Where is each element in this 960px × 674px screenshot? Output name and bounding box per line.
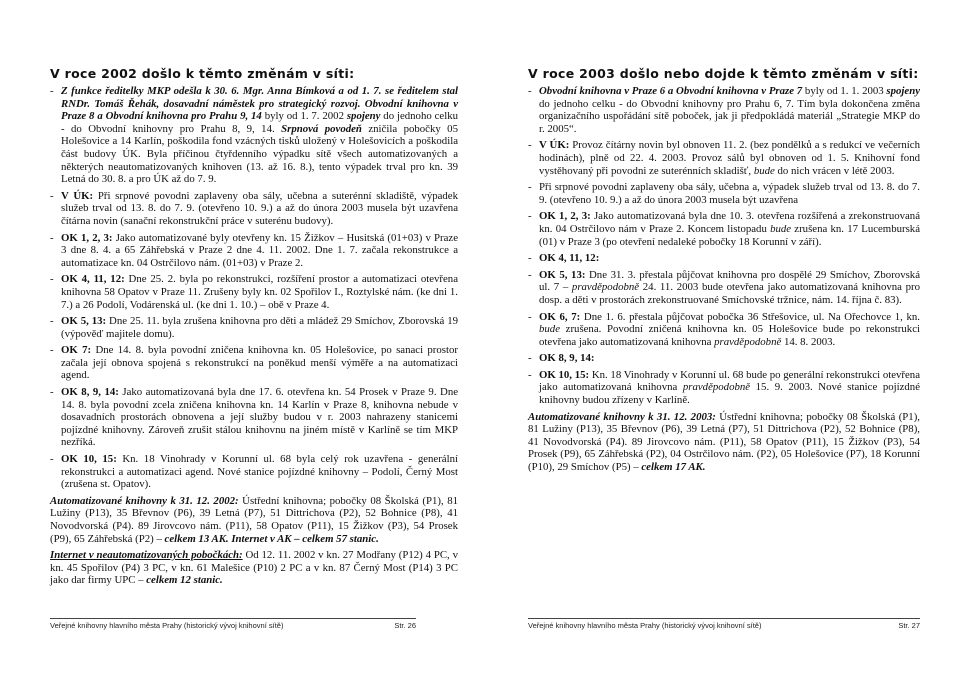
text-run: Při srpnové povodni zaplaveny oba sály, učebna a, výpadek služeb trval od 13. 8. do 7. 9. (otevřeno 10. 9.) a až do února 2003 musela být uzavřena [539, 181, 920, 206]
paragraph [50, 85, 458, 186]
list-dash: - [528, 181, 532, 194]
footer-title: Veřejné knihovny hlavního města Prahy (historický vývoj knihovní sítě) [528, 621, 762, 630]
text-run: V ÚK: [61, 189, 94, 202]
text-run: zrušena kn. 17 Lucemburská (01) v Praze 3 (po otevření nedaleké pobočky 18 Korunní v září). [539, 222, 920, 248]
text-run: Ústřední knihovna; pobočky 08 Školská (P1), 81 Lužiny (P13), 35 Břevnov (P6), 39 Letná (P7), 51 Dittrichova (P2), 52 Bohnice (P8), 41 Novodvorská (P4). 89 Jirovcovo nám. (P11), 58 Opatov (P11), 15 Žižkov (P3), 54 Prosek (P9), 65 Záhřebská (P2), 04 Ostrčilovo nám. (P2), 05 Holešovice (P7), 18 Korunní (P10), 29 Smíchov (P5) – [528, 410, 920, 474]
text-run: spojeny [886, 85, 920, 97]
text-run: bude [539, 323, 560, 336]
text-run: Z funkce ředitelky MKP odešla k 30. 6. Mgr. Anna Bímková a od 1. 7. se ředitelem stal RNDr. Tomáš Řehák, dosavadní náměstek pro strategický rozvoj. Obvodní knihovna v Praze 8 a Obvodní knihovna pro Prahu 9, 14 [61, 85, 458, 123]
paragraph [50, 495, 458, 545]
footer-rule [50, 618, 416, 619]
text-run: Jako automatizovaná byla dne 10. 3. otevřena rozšířená a zrekonstruovaná kn. 04 Ostrčilovo nám v Praze 2. Koncem listopadu [539, 210, 920, 235]
text-run: 14. 8. 2003. [781, 335, 836, 348]
list-dash: - [528, 368, 532, 381]
list-dash: - [50, 386, 54, 399]
text-run: celkem 17 AK. [641, 461, 706, 474]
text-run: Obvodní knihovna v Praze 6 a Obvodní knihovna v Praze 7 [539, 85, 803, 97]
text-run: 15. 9. 2003. Nové stanice pojízdné knihovny budou zřízeny v Karlíně. [539, 381, 920, 407]
text-run: byly od 1. 1. 2003 [802, 85, 887, 97]
text-run: Jako automatizovaná byla dne 17. 6. otevřena kn. 54 Prosek v Praze 9. Dne 14. 8. byla povodní zcela zničena knihovna kn. 14 Karlín v Praze 8, knihovna nebude v dosavadních prostorách obnovena a její služby budou v r. 2003 nahrazeny stanicemi pojízdné knihovny. Zároveň zrušit stálou knihovnu na jiném místě v Karlíně se tím MKP nezříká. [61, 386, 459, 449]
text-run: Dne 25. 2. byla po rekonstrukci, rozšíření prostor a automatizaci otevřena knihovna 58 Opatov v Praze 11. Zrušeny byly kn. 02 Spořilov I., Roztylské nám. (ke dni 1. 7.) a 26 Podolí, Vodárenská ul. (ke dni 1. 10.) – obě v Praze 4. [61, 273, 458, 311]
text-run: OK 1, 2, 3: [61, 231, 113, 244]
list-dash: - [528, 310, 532, 323]
paragraph [50, 386, 458, 449]
paragraph [528, 210, 920, 248]
paragraph [528, 269, 920, 307]
list-dash: - [50, 315, 54, 328]
heading-2002: V roce 2002 došlo k těmto změnám v síti: [50, 66, 355, 81]
text-run: pravděpodobně [682, 381, 751, 394]
text-run: V ÚK: [539, 139, 570, 152]
list-dash: - [50, 85, 54, 97]
paragraph [528, 139, 920, 177]
text-run: Kn. 18 Vinohrady v Korunní ul. 68 byla celý rok uzavřena - generální rekonstrukci a automatizaci agend. Nové stanice pojízdné knihovny – Podolí, Černý Most (zrušena st. Opatov). [61, 453, 458, 491]
list-dash: - [528, 268, 532, 281]
footer-title: Veřejné knihovny hlavního města Prahy (historický vývoj knihovní sítě) [50, 621, 284, 630]
list-dash: - [50, 189, 54, 202]
paragraph [528, 181, 920, 206]
text-run: Automatizované knihovny k 31. 12. 2003: [528, 410, 716, 423]
text-run: pravděpodobně [714, 335, 782, 348]
paragraph [50, 344, 458, 382]
text-run: OK 4, 11, 12: [61, 273, 125, 286]
paragraph [50, 549, 458, 587]
paragraph [528, 311, 920, 349]
page-27 [480, 0, 960, 674]
text-run: Dne 25. 11. byla zrušena knihovna pro děti a mládež 29 Smíchov, Zborovská 19 (výpověď majitele domu). [61, 315, 458, 340]
page-number: Str. 26 [394, 621, 416, 630]
list-dash: - [50, 273, 54, 286]
paragraph [528, 369, 920, 407]
list-dash: - [50, 231, 54, 244]
text-run: OK 7: [61, 344, 92, 357]
text-run: OK 10, 15: [539, 368, 590, 381]
content-2002 [50, 85, 458, 587]
list-dash: - [50, 344, 54, 357]
text-run: do jednoho celku - do Obvodní knihovny pro Prahu 8, 9, 14. [61, 110, 459, 135]
text-run: Automatizované knihovny k 31. 12. 2002: [50, 494, 239, 507]
list-dash: - [528, 352, 532, 365]
text-run: do jednoho celku - do Obvodní knihovny pro Prahu 6, 7. Tím byla dokončena změna organizačního uspořádání sítě poboček, jak ji předpokládá materiál „Strategie MKP do r. 2005“. [539, 97, 920, 135]
text-run: Od 12. 11. 2002 v kn. 27 Modřany (P12) 4 PC, v kn. 45 Spořilov (P4) 3 PC, v kn. 61 Malešice (P10) 2 PC a v kn. 87 Černý Most (P14) 3 PC jako dar firmy UPC – [50, 549, 458, 587]
paragraph [528, 352, 920, 365]
text-run: byly od 1. 7. 2002 [261, 110, 347, 123]
text-run: celkem 13 AK. Internet v AK – celkem 57 stanic. [164, 532, 379, 545]
text-run: OK 6, 7: [539, 310, 581, 323]
text-run: OK 8, 9, 14: [539, 352, 595, 365]
list-dash: - [528, 210, 532, 223]
text-run: bude [753, 164, 775, 177]
text-run: pravděpodobně [571, 281, 640, 294]
paragraph [50, 273, 458, 311]
paragraph [528, 411, 920, 474]
text-run: celkem 12 stanic. [146, 574, 223, 587]
text-run: Jako automatizované byly otevřeny kn. 15 Žižkov – Husitská (01+03) v Praze 3 dne 8. 4. a 65 Záhřebská v Praze 2 dne 4. 11. 2002. Dne 1. 7. začala rekonstrukce a automatizace kn. 04 Ostrčilovo nám. (01+03) v Praze 2. [61, 231, 459, 269]
list-dash: - [528, 139, 532, 152]
text-run: Dne 14. 8. byla povodní zničena knihovna kn. 05 Holešovice, po sanaci prostor začala její obnova spojená s rekonstrukcí na poněkud menší výměře a na automatizaci agend. [61, 344, 458, 382]
text-run: OK 8, 9, 14: [61, 386, 119, 399]
text-run: Internet v neautomatizovaných pobočkách: [50, 549, 243, 562]
text-run: OK 4, 11, 12: [539, 252, 600, 265]
paragraph [50, 232, 458, 270]
footer [50, 618, 416, 630]
text-run: Srpnová povodeň [281, 122, 362, 135]
content-2003 [528, 85, 920, 474]
text-run: Při srpnové povodni zaplaveny oba sály, učebna a suterénní skladiště, výpadek služeb trval od 13. 8. do 7. 9. (otevřeno 10. 9.) a až do února 2003 musela být uzavřena čítárna novin (sanační rekonstrukční práce v suterénu budovy). [61, 189, 459, 227]
text-run: Provoz čítárny novin byl obnoven 11. 2. (bez pondělků a s redukcí ve večerních hodinách), plně od 22. 4. 2003. Provoz sálů byl obnoven od 1. 5. Knihovní fond vystěhovaný při povodni ze suterénních skladišť, [539, 139, 920, 177]
text-run: spojeny [346, 110, 381, 123]
text-run: zničila pobočky 05 Holešovice a 14 Karlín, poškodila fond vzácných tisků uložený v Holešovicích a poškodila část budovy ÚK. Byla příčinou čtyřdenního výpadku sítě všech automatizovaných a některých neautomatizovaných knihoven (13. až 16. 8.), tento výpadek trval pro kn. 39 Letná do 30. 8. a pro ÚK až do 7. 9. [61, 122, 458, 186]
paragraph [50, 190, 458, 228]
paragraph [528, 252, 920, 265]
text-run: OK 5, 13: [61, 315, 107, 328]
footer-rule [528, 618, 920, 619]
text-run: Kn. 18 Vinohrady v Korunní ul. 68 bude po generální rekonstrukci otevřena jako automatizovaná knihovna [539, 368, 920, 394]
heading-2003: V roce 2003 došlo nebo dojde k těmto změnám v síti: [528, 66, 919, 81]
page-number: Str. 27 [898, 621, 920, 630]
paragraph [50, 453, 458, 491]
text-run: 24. 11. 2003 bude otevřena jako automatizovaná knihovna pro dosp. a děti v prostorách zrekonstruované Smíchovské tržnice, nám. 14. října č. 83). [539, 281, 920, 306]
list-dash: - [528, 85, 532, 97]
text-run: Ústřední knihovna; pobočky 08 Školská (P1), 81 Lužiny (P13), 35 Břevnov (P6), 39 Letná (P7), 51 Dittrichova (P2), 52 Bohnice (P8), 41 Novodvorská (P4). 89 Jirovcovo nám. (P11), 58 Opatov (P11), 15 Žižkov (P3), 54 Prosek (P9), 65 Záhřebská (P2) – [50, 494, 458, 545]
text-run: zrušena. Povodní zničená knihovna kn. 05 Holešovice bude po rekonstrukci otevřena jako automatizovaná knihovna [539, 323, 920, 348]
paragraph [528, 85, 920, 135]
list-dash: - [50, 453, 54, 466]
list-dash: - [528, 252, 532, 265]
text-run: OK 1, 2, 3: [539, 210, 591, 223]
text-run: do nich vrácen v létě 2003. [774, 164, 895, 177]
text-run: OK 10, 15: [61, 453, 117, 466]
text-run: OK 5, 13: [539, 268, 586, 281]
footer [528, 618, 920, 630]
text-run: bude [770, 222, 792, 235]
paragraph [50, 315, 458, 340]
text-run: Dne 31. 3. přestala půjčovat knihovna pro dospělé 29 Smíchov, Zborovská ul. 7 – [539, 268, 920, 294]
text-run: Dne 1. 6. přestala půjčovat pobočka 36 Střešovice, ul. Na Ořechovce 1, kn. [580, 310, 920, 323]
